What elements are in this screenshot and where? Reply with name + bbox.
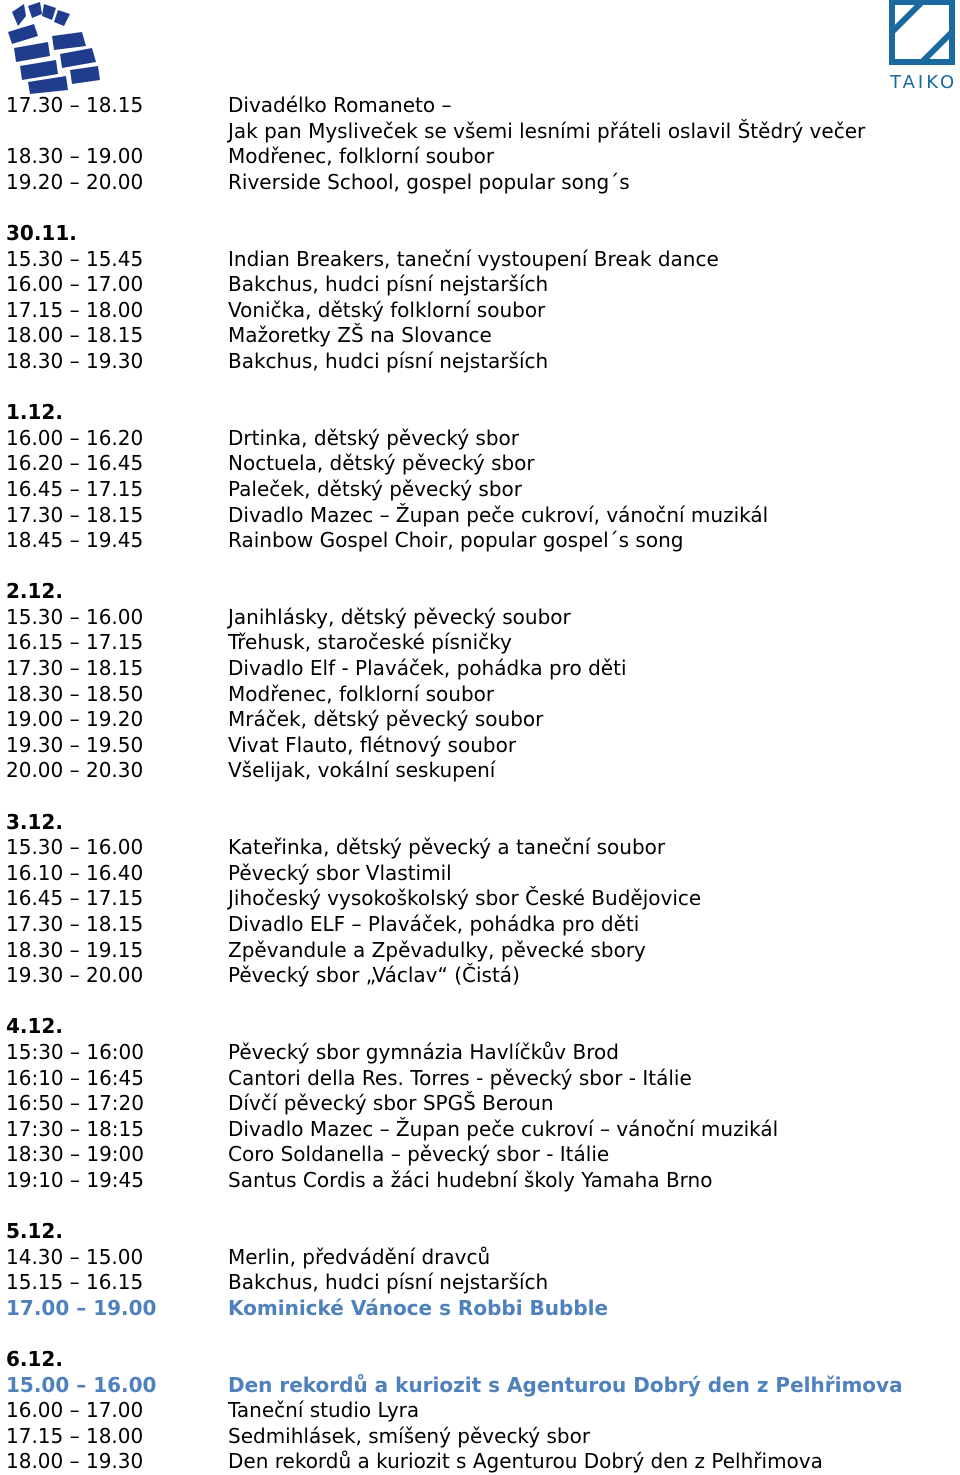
- schedule-row: [0, 938, 960, 964]
- date-heading: [0, 1347, 960, 1373]
- performer: Jihočeský vysokoškolský sbor České Budějovice: [228, 886, 702, 911]
- time-range: 16.45 – 17.15: [6, 476, 144, 501]
- performer: Kominické Vánoce s Robbi Bubble: [228, 1295, 609, 1320]
- time-range: 18.00 – 19.30: [6, 1449, 144, 1474]
- performer: Divadlo ELF – Plaváček, pohádka pro děti: [228, 912, 640, 936]
- taiko-logo: [886, 0, 958, 96]
- time-range: 19.30 – 19.50: [6, 732, 144, 757]
- performer: Pěvecký sbor „Václav“ (Čistá): [228, 963, 520, 988]
- taiko-text: TAIKO: [890, 72, 958, 93]
- time-range: 17.30 – 18.15: [6, 502, 144, 527]
- date-heading: [0, 579, 960, 605]
- schedule-row: [0, 247, 960, 273]
- time-range: 18.00 – 18.15: [6, 323, 144, 348]
- time-range: 17.15 – 18.00: [6, 297, 144, 322]
- time-range: 16.20 – 16.45: [6, 451, 144, 476]
- time-range: 18:30 – 19:00: [6, 1142, 144, 1167]
- time-range: 30.11.: [6, 220, 77, 245]
- performer: Sedmihlásek, smíšený pěvecký sbor: [228, 1423, 591, 1448]
- time-range: 18.30 – 18.50: [6, 681, 144, 706]
- time-range: 2.12.: [6, 579, 63, 604]
- schedule-row: [0, 349, 960, 375]
- performer: Den rekordů a kuriozit s Agenturou Dobrý den z Pelhřimova: [228, 1449, 823, 1474]
- schedule-row: [0, 605, 960, 631]
- schedule-row: [0, 144, 960, 170]
- schedule-row: [0, 1066, 960, 1092]
- time-range: 14.30 – 15.00: [6, 1244, 144, 1269]
- performer: Divadlo Mazec – Župan peče cukroví, vánoční muzikál: [228, 502, 769, 527]
- schedule-row: [0, 1270, 960, 1296]
- vanocni-trhy-logo: [4, 2, 104, 94]
- schedule-row: [0, 503, 960, 529]
- schedule-row: [0, 835, 960, 861]
- schedule-row: [0, 886, 960, 912]
- schedule-row: [0, 1398, 960, 1424]
- time-range: 17.30 – 18.15: [6, 93, 144, 117]
- time-range: 19.20 – 20.00: [6, 169, 144, 194]
- performer: Zpěvandule a Zpěvadulky, pěvecké sbory: [228, 937, 646, 962]
- time-range: 16.00 – 16.20: [6, 425, 144, 450]
- performer: Coro Soldanella – pěvecký sbor - Itálie: [228, 1142, 610, 1167]
- performer: Merlin, předvádění dravců: [228, 1244, 491, 1269]
- performer: Vivat Flauto, flétnový soubor: [228, 732, 517, 757]
- schedule-list: [0, 93, 960, 1475]
- performer: Paleček, dětský pěvecký sbor: [228, 476, 522, 501]
- time-range: 15.00 – 16.00: [6, 1372, 157, 1397]
- schedule-row-highlight: [0, 1296, 960, 1322]
- performer: Bakchus, hudci písní nejstarších: [228, 272, 549, 297]
- time-range: 16.45 – 17.15: [6, 886, 144, 911]
- performer: Indian Breakers, taneční vystoupení Break dance: [228, 246, 719, 271]
- schedule-row: [0, 1424, 960, 1450]
- schedule-row: [0, 1142, 960, 1168]
- schedule-row: [0, 758, 960, 784]
- time-range: 17.30 – 18.15: [6, 656, 144, 681]
- time-range: 18.30 – 19.30: [6, 348, 144, 373]
- schedule-row: [0, 1091, 960, 1117]
- time-range: 17:30 – 18:15: [6, 1116, 144, 1141]
- time-range: 15:30 – 16:00: [6, 1039, 144, 1064]
- time-range: 16.15 – 17.15: [6, 630, 144, 655]
- schedule-row: [0, 323, 960, 349]
- performer: Den rekordů a kuriozit s Agenturou Dobrý den z Pelhřimova: [228, 1372, 903, 1397]
- schedule-row: [0, 93, 960, 119]
- time-range: 16.00 – 17.00: [6, 1398, 144, 1423]
- time-range: 15.15 – 16.15: [6, 1270, 144, 1295]
- time-range: 4.12.: [6, 1014, 63, 1039]
- spacer: [0, 989, 960, 1015]
- time-range: 16:50 – 17:20: [6, 1091, 144, 1116]
- time-range: 6.12.: [6, 1347, 63, 1372]
- performer: Pěvecký sbor gymnázia Havlíčkův Brod: [228, 1039, 619, 1064]
- schedule-row: [0, 170, 960, 196]
- schedule-row: [0, 656, 960, 682]
- spacer: [0, 375, 960, 401]
- time-range: 1.12.: [6, 400, 63, 425]
- time-range: 19.30 – 20.00: [6, 963, 144, 988]
- schedule-row: [0, 451, 960, 477]
- schedule-row-highlight: [0, 1373, 960, 1399]
- time-range: 17.00 – 19.00: [6, 1295, 157, 1320]
- schedule-row: [0, 682, 960, 708]
- performer: Vonička, dětský folklorní soubor: [228, 297, 546, 322]
- spacer: [0, 1194, 960, 1220]
- time-range: 19:10 – 19:45: [6, 1167, 144, 1192]
- schedule-row: [0, 528, 960, 554]
- schedule-row: [0, 963, 960, 989]
- schedule-row: [0, 272, 960, 298]
- performer: Noctuela, dětský pěvecký sbor: [228, 451, 535, 476]
- schedule-row: [0, 1040, 960, 1066]
- date-heading: [0, 400, 960, 426]
- time-range: 16:10 – 16:45: [6, 1065, 144, 1090]
- time-range: 18.30 – 19.00: [6, 144, 144, 169]
- performer: Janihlásky, dětský pěvecký soubor: [228, 604, 571, 629]
- time-range: 18.45 – 19.45: [6, 528, 144, 553]
- performer: Kateřinka, dětský pěvecký a taneční soubor: [228, 835, 666, 860]
- performer: Divadlo Mazec – Župan peče cukroví – vánoční muzikál: [228, 1116, 779, 1141]
- schedule-row: [0, 477, 960, 503]
- schedule-row: [0, 861, 960, 887]
- spacer: [0, 195, 960, 221]
- date-heading: [0, 221, 960, 247]
- time-range: 20.00 – 20.30: [6, 758, 144, 783]
- schedule-row: [0, 426, 960, 452]
- time-range: 17.30 – 18.15: [6, 912, 144, 936]
- time-range: 17.15 – 18.00: [6, 1423, 144, 1448]
- date-heading: [0, 1014, 960, 1040]
- performer: Santus Cordis a žáci hudební školy Yamaha Brno: [228, 1167, 713, 1192]
- performer: Mažoretky ZŠ na Slovance: [228, 323, 492, 348]
- time-range: 15.30 – 16.00: [6, 604, 144, 629]
- performer: Modřenec, folklorní soubor: [228, 681, 495, 706]
- spacer: [0, 784, 960, 810]
- performer: Dívčí pěvecký sbor SPGŠ Beroun: [228, 1091, 554, 1116]
- schedule-row: [0, 119, 960, 145]
- schedule-row: [0, 707, 960, 733]
- performer: Třehusk, staročeské písničky: [228, 630, 512, 655]
- performer: Modřenec, folklorní soubor: [228, 144, 495, 169]
- schedule-row: [0, 912, 960, 938]
- date-heading: [0, 810, 960, 836]
- schedule-row: [0, 298, 960, 324]
- performer: Pěvecký sbor Vlastimil: [228, 860, 452, 885]
- time-range: 18.30 – 19.15: [6, 937, 144, 962]
- date-heading: [0, 1219, 960, 1245]
- time-range: 16.00 – 17.00: [6, 272, 144, 297]
- performer: Rainbow Gospel Choir, popular gospel´s song: [228, 528, 684, 553]
- performer: Divadélko Romaneto –: [228, 93, 452, 117]
- schedule-row: [0, 1168, 960, 1194]
- time-range: 5.12.: [6, 1219, 63, 1244]
- spacer: [0, 1322, 960, 1348]
- time-range: 19.00 – 19.20: [6, 707, 144, 732]
- schedule-row: [0, 1449, 960, 1475]
- performer: Drtinka, dětský pěvecký sbor: [228, 425, 519, 450]
- performer: Všelijak, vokální seskupení: [228, 758, 496, 783]
- performer: Cantori della Res. Torres - pěvecký sbor - Itálie: [228, 1065, 692, 1090]
- schedule-row: [0, 1245, 960, 1271]
- schedule-row: [0, 630, 960, 656]
- performer: Divadlo Elf - Plaváček, pohádka pro děti: [228, 656, 627, 681]
- performer: Riverside School, gospel popular song´s: [228, 169, 630, 194]
- time-range: 3.12.: [6, 809, 63, 834]
- performer: Bakchus, hudci písní nejstarších: [228, 1270, 549, 1295]
- time-range: 15.30 – 15.45: [6, 246, 144, 271]
- spacer: [0, 554, 960, 580]
- time-range: 15.30 – 16.00: [6, 835, 144, 860]
- schedule-row: [0, 1117, 960, 1143]
- performer: Bakchus, hudci písní nejstarších: [228, 348, 549, 373]
- performer: Taneční studio Lyra: [228, 1398, 420, 1423]
- time-range: 16.10 – 16.40: [6, 860, 144, 885]
- performer: Jak pan Mysliveček se všemi lesními přáteli oslavil Štědrý večer: [228, 118, 866, 143]
- performer: Mráček, dětský pěvecký soubor: [228, 707, 544, 732]
- schedule-row: [0, 733, 960, 759]
